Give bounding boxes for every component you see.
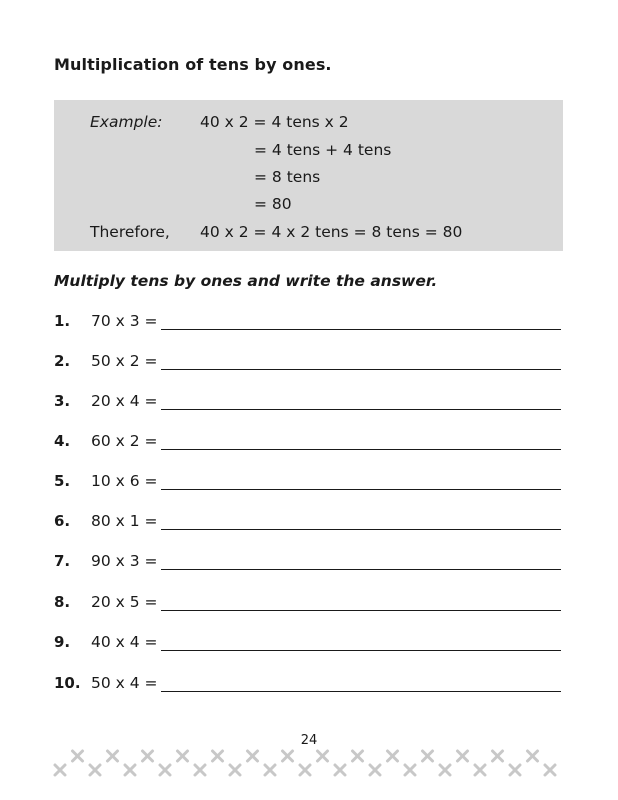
question-number: 5. [54, 472, 71, 490]
cross-mark-icon [493, 751, 503, 761]
question-row [54, 633, 564, 657]
therefore-label: Therefore, [90, 223, 170, 241]
question-expression: 10 x 6 = [91, 472, 158, 490]
cross-mark-icon [545, 765, 555, 775]
question-row [54, 312, 564, 336]
cross-mark-icon [528, 751, 538, 761]
cross-mark-icon [458, 751, 468, 761]
answer-line[interactable] [161, 610, 561, 611]
question-expression: 50 x 4 = [91, 674, 158, 692]
answer-line[interactable] [161, 409, 561, 410]
question-row [54, 472, 564, 496]
question-row [54, 512, 564, 536]
example-line-4: = 80 [254, 195, 292, 213]
cross-mark-icon [108, 751, 118, 761]
cross-mark-icon [73, 751, 83, 761]
question-expression: 50 x 2 = [91, 352, 158, 370]
question-number: 10. [54, 674, 81, 692]
answer-line[interactable] [161, 691, 561, 692]
therefore-text: 40 x 2 = 4 x 2 tens = 8 tens = 80 [200, 223, 463, 241]
cross-mark-icon [335, 765, 345, 775]
question-number: 2. [54, 352, 71, 370]
answer-line[interactable] [161, 489, 561, 490]
answer-line[interactable] [161, 529, 561, 530]
cross-mark-icon [178, 751, 188, 761]
answer-line[interactable] [161, 369, 561, 370]
cross-mark-icon [300, 765, 310, 775]
question-expression: 20 x 5 = [91, 593, 158, 611]
question-number: 9. [54, 633, 71, 651]
question-row [54, 352, 564, 376]
question-expression: 80 x 1 = [91, 512, 158, 530]
instruction-text: Multiply tens by ones and write the answer. [54, 272, 438, 290]
cross-mark-icon [283, 751, 293, 761]
question-expression: 60 x 2 = [91, 432, 158, 450]
question-number: 1. [54, 312, 71, 330]
question-row [54, 674, 564, 698]
cross-mark-icon [370, 765, 380, 775]
cross-mark-icon [353, 751, 363, 761]
example-line-3: = 8 tens [254, 168, 321, 186]
cross-mark-icon [318, 751, 328, 761]
cross-mark-icon [195, 765, 205, 775]
cross-mark-icon [55, 765, 65, 775]
question-row [54, 432, 564, 456]
answer-line[interactable] [161, 329, 561, 330]
cross-mark-icon [213, 751, 223, 761]
question-expression: 40 x 4 = [91, 633, 158, 651]
question-number: 4. [54, 432, 71, 450]
question-number: 6. [54, 512, 71, 530]
cross-mark-icon [405, 765, 415, 775]
cross-mark-icon [265, 765, 275, 775]
question-number: 8. [54, 593, 71, 611]
question-row [54, 552, 564, 576]
cross-border-decoration [50, 746, 570, 782]
question-expression: 90 x 3 = [91, 552, 158, 570]
cross-mark-icon [143, 751, 153, 761]
cross-mark-icon [90, 765, 100, 775]
question-number: 7. [54, 552, 71, 570]
cross-mark-icon [125, 765, 135, 775]
answer-line[interactable] [161, 449, 561, 450]
page-title: Multiplication of tens by ones. [54, 55, 332, 74]
question-expression: 20 x 4 = [91, 392, 158, 410]
cross-mark-icon [388, 751, 398, 761]
answer-line[interactable] [161, 650, 561, 651]
question-row [54, 392, 564, 416]
question-expression: 70 x 3 = [91, 312, 158, 330]
page-number: 24 [300, 733, 318, 748]
example-line-2: = 4 tens + 4 tens [254, 141, 392, 159]
cross-mark-icon [248, 751, 258, 761]
question-number: 3. [54, 392, 71, 410]
cross-mark-icon [230, 765, 240, 775]
cross-mark-icon [160, 765, 170, 775]
answer-line[interactable] [161, 569, 561, 570]
example-label: Example: [90, 113, 163, 131]
cross-mark-icon [440, 765, 450, 775]
question-row [54, 593, 564, 617]
cross-mark-icon [423, 751, 433, 761]
example-line-1: 40 x 2 = 4 tens x 2 [200, 113, 349, 131]
cross-mark-icon [510, 765, 520, 775]
cross-mark-icon [475, 765, 485, 775]
